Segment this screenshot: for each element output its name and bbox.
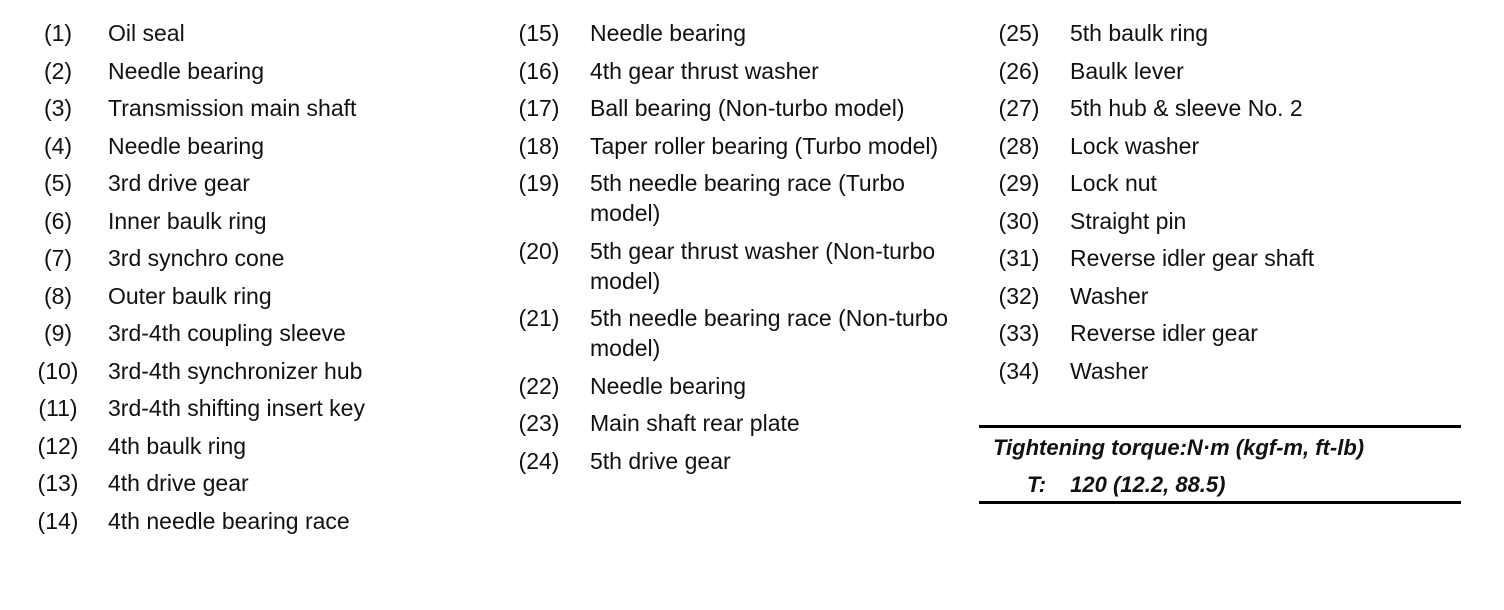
- item-name: 3rd-4th coupling sleeve: [108, 320, 346, 346]
- item-name: Main shaft rear plate: [590, 410, 800, 436]
- list-item: [516, 93, 968, 123]
- item-name: 4th gear thrust washer: [590, 57, 819, 84]
- list-item: [34, 393, 474, 423]
- item-number: (9): [43, 320, 73, 346]
- list-item: [34, 356, 474, 386]
- list-item: [34, 431, 474, 461]
- item-number: (29): [998, 170, 1040, 196]
- parts-list-column-3: [996, 18, 1466, 393]
- item-name: 4th drive gear: [108, 470, 249, 496]
- item-number: (7): [43, 245, 73, 271]
- item-name: Oil seal: [108, 20, 185, 46]
- list-item: [996, 243, 1466, 273]
- item-name: Reverse idler gear shaft: [1070, 245, 1315, 271]
- list-item: [516, 18, 968, 48]
- torque-title: Tightening torque:N·m (kgf-m, ft-lb): [993, 435, 1365, 460]
- item-number: (11): [38, 395, 78, 421]
- item-number: (1): [43, 20, 73, 46]
- item-name: 5th baulk ring: [1070, 20, 1209, 46]
- list-item: [34, 93, 474, 123]
- list-item: [34, 56, 474, 86]
- list-item: [996, 18, 1466, 48]
- item-name: Reverse idler gear: [1070, 320, 1258, 346]
- item-number: (23): [518, 410, 560, 436]
- item-name: Ball bearing (Non-turbo model): [590, 95, 905, 121]
- item-name: 5th hub & sleeve No. 2: [1070, 95, 1303, 121]
- item-number: (18): [518, 132, 560, 159]
- item-number: (10): [37, 357, 79, 384]
- list-item: [996, 168, 1466, 198]
- item-name: 5th drive gear: [590, 447, 731, 474]
- parts-list-column-1: [34, 18, 474, 543]
- item-name: Transmission main shaft: [108, 95, 357, 121]
- list-item: [34, 318, 474, 348]
- item-name: 3rd synchro cone: [108, 245, 285, 271]
- item-number: (4): [43, 132, 73, 159]
- item-number: (25): [998, 20, 1040, 46]
- item-number: (2): [43, 57, 73, 84]
- list-item: [34, 243, 474, 273]
- item-number: (6): [43, 207, 73, 234]
- list-item: [996, 93, 1466, 123]
- item-number: (5): [43, 170, 73, 196]
- item-number: (19): [518, 170, 560, 196]
- list-item: [34, 281, 474, 311]
- torque-value-row: [1027, 472, 1225, 498]
- item-name: 3rd drive gear: [108, 170, 250, 196]
- item-name: 5th gear thrust washer (Non-turbo model): [590, 237, 936, 294]
- list-item: [996, 131, 1466, 161]
- item-number: (12): [37, 432, 79, 459]
- item-number: (22): [518, 372, 560, 399]
- list-item: [34, 468, 474, 498]
- item-number: (33): [998, 320, 1040, 346]
- item-number: (31): [998, 245, 1040, 271]
- item-name: Taper roller bearing (Turbo model): [590, 132, 939, 159]
- parts-list-column-2: [516, 18, 968, 483]
- item-number: (20): [518, 237, 560, 264]
- list-item: [516, 408, 968, 438]
- item-name: Inner baulk ring: [108, 207, 267, 234]
- item-name: 5th needle bearing race (Turbo model): [590, 170, 905, 226]
- list-item: [34, 18, 474, 48]
- item-name: 3rd-4th shifting insert key: [108, 395, 365, 421]
- list-item: [996, 281, 1466, 311]
- list-item: [34, 206, 474, 236]
- item-name: Needle bearing: [108, 132, 265, 159]
- list-item: [34, 168, 474, 198]
- item-name: Straight pin: [1070, 207, 1187, 234]
- list-item: [996, 56, 1466, 86]
- item-number: (8): [43, 282, 73, 309]
- item-name: Baulk lever: [1070, 57, 1184, 84]
- item-name: Lock nut: [1070, 170, 1157, 196]
- list-item: [996, 206, 1466, 236]
- tightening-torque-box: [979, 425, 1461, 504]
- list-item: [516, 303, 968, 363]
- item-name: 5th needle bearing race (Non-turbo model): [590, 305, 949, 361]
- item-number: (16): [518, 57, 560, 84]
- list-item: [516, 446, 968, 476]
- torque-label: T:: [1027, 472, 1047, 497]
- item-name: Lock washer: [1070, 132, 1200, 159]
- list-item: [996, 318, 1466, 348]
- list-item: [516, 131, 968, 161]
- list-item: [516, 168, 968, 228]
- list-item: [516, 371, 968, 401]
- list-item: [516, 236, 968, 296]
- item-name: Outer baulk ring: [108, 282, 272, 309]
- item-number: (26): [998, 57, 1040, 84]
- list-item: [34, 131, 474, 161]
- item-number: (3): [43, 95, 73, 121]
- list-item: [516, 56, 968, 86]
- item-name: 4th needle bearing race: [108, 507, 350, 534]
- item-name: Needle bearing: [108, 57, 265, 84]
- item-name: Needle bearing: [590, 372, 747, 399]
- item-number: (34): [998, 357, 1040, 384]
- item-name: Washer: [1070, 282, 1149, 309]
- item-number: (24): [518, 447, 560, 474]
- item-name: Needle bearing: [590, 20, 747, 46]
- item-number: (30): [998, 207, 1040, 234]
- item-number: (14): [37, 507, 79, 534]
- item-number: (15): [518, 20, 560, 46]
- item-name: Washer: [1070, 357, 1149, 384]
- item-name: 3rd-4th synchronizer hub: [108, 357, 363, 384]
- item-number: (21): [518, 305, 560, 331]
- item-number: (27): [998, 95, 1040, 121]
- list-item: [996, 356, 1466, 386]
- item-number: (17): [518, 95, 560, 121]
- item-number: (13): [37, 470, 79, 496]
- list-item: [34, 506, 474, 536]
- item-name: 4th baulk ring: [108, 432, 247, 459]
- torque-value: 120 (12.2, 88.5): [1070, 472, 1226, 497]
- item-number: (32): [998, 282, 1040, 309]
- item-number: (28): [998, 132, 1040, 159]
